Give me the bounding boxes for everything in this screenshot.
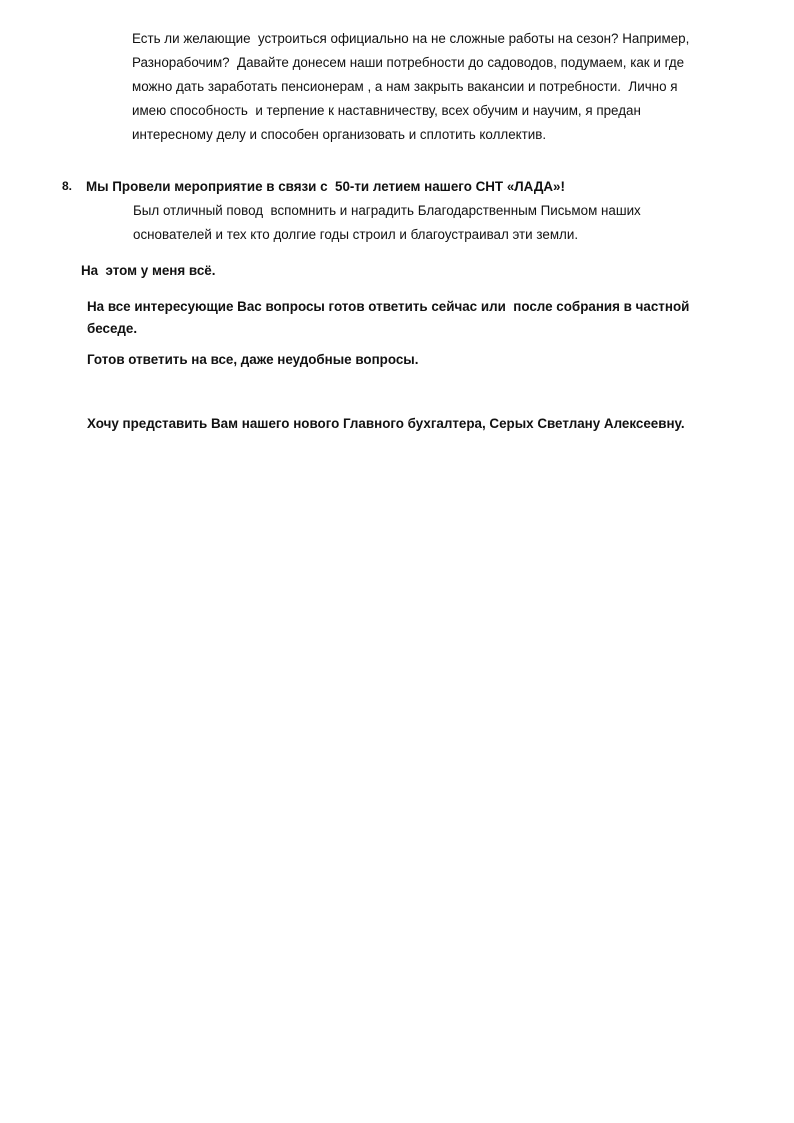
list-item-body-line: Был отличный повод вспомнить и наградить Благодарственным Письмом наших (133, 203, 641, 218)
list-item-body-line: основателей и тех кто долгие годы строил и благоустраивал эти земли. (133, 227, 579, 242)
intro-line: Есть ли желающие устроиться официально на не сложные работы на сезон? Например, (132, 31, 690, 46)
closing-line: На этом у меня всё. (81, 263, 216, 278)
list-item-number: 8. (62, 179, 73, 193)
questions-line: беседе. (87, 321, 138, 336)
ready-line: Готов ответить на все, даже неудобные вопросы. (87, 352, 419, 367)
intro-line: имею способность и терпение к наставничеству, всех обучим и научим, я предан (132, 103, 641, 118)
list-item-heading: Мы Провели мероприятие в связи с 50-ти летием нашего СНТ «ЛАДА»! (86, 179, 565, 194)
intro-line: интересному делу и способен организовать и сплотить коллектив. (132, 127, 547, 142)
questions-line: На все интересующие Вас вопросы готов ответить сейчас или после собрания в частной (87, 299, 690, 314)
intro-line: можно дать заработать пенсионерам , а нам закрыть вакансии и потребности. Лично я (132, 79, 678, 94)
introduce-line: Хочу представить Вам нашего нового Главного бухгалтера, Серых Светлану Алексеевну. (87, 416, 685, 431)
intro-line: Разнорабочим? Давайте донесем наши потребности до садоводов, подумаем, как и где (132, 55, 685, 70)
